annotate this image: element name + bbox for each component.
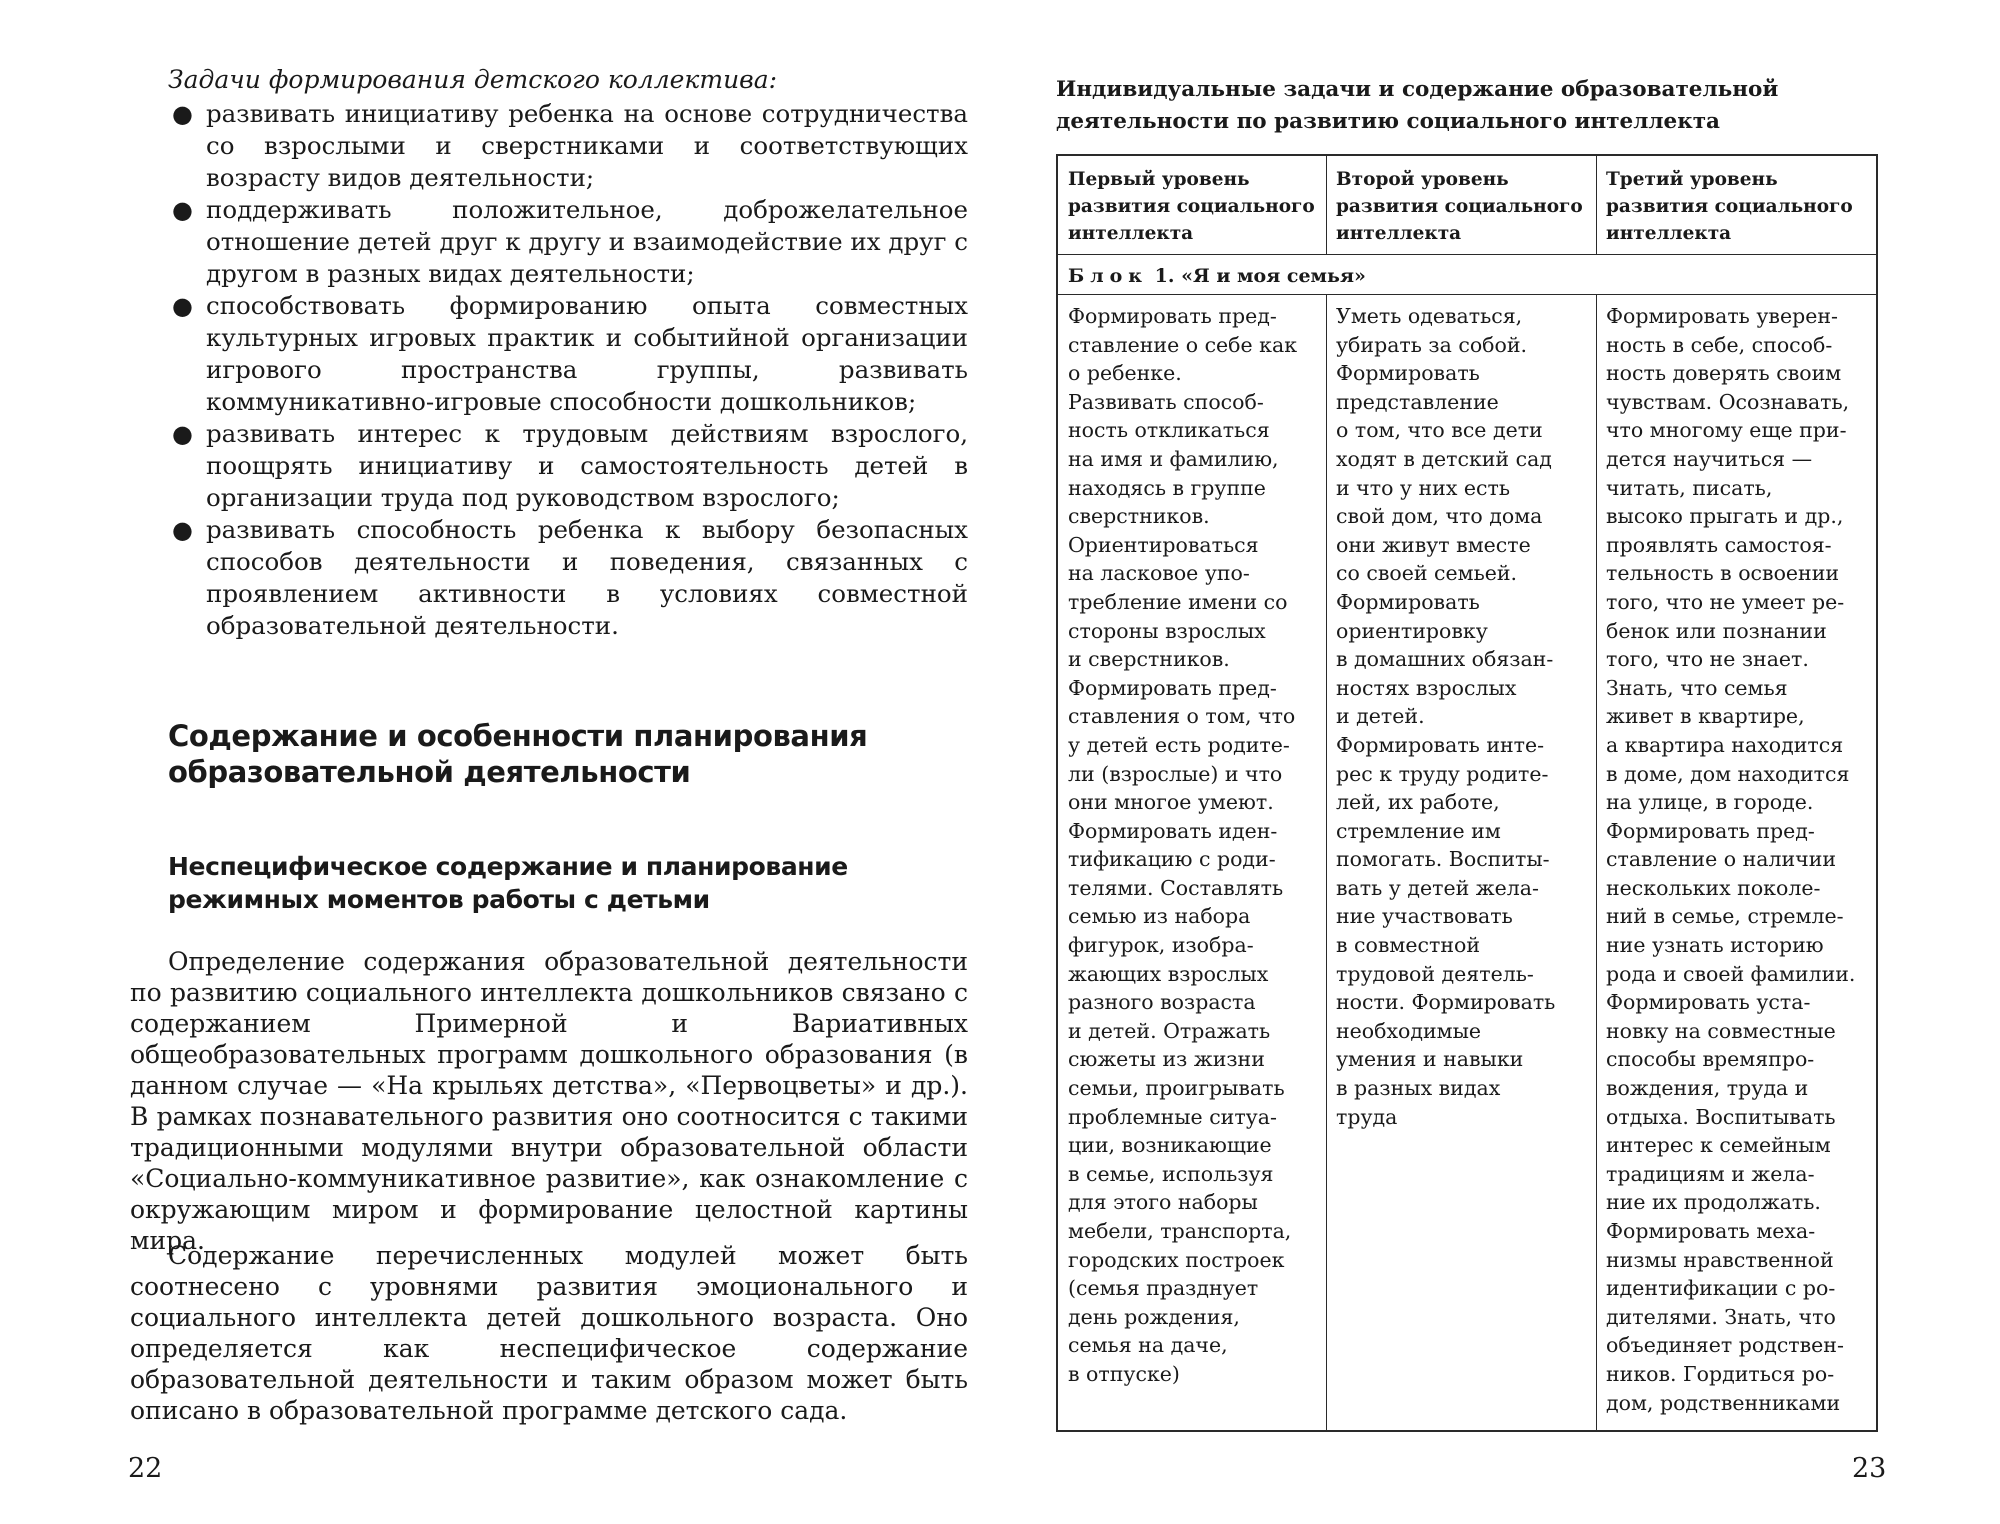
list-item-text: поддерживать положительное, доброжелательное отношение детей друг к другу и взаимодействие их друг с другом в разных видах деятельности;: [206, 195, 968, 288]
table-header-level-2: Второй уровень развития социального интеллекта: [1336, 169, 1583, 244]
section-heading: Содержание и особенности планирования образовательной деятельности: [168, 719, 868, 789]
table-col-divider: [1596, 156, 1597, 254]
list-item-text: развивать способность ребенка к выбору безопасных способов деятельности и поведения, связанных с проявлением активности в условиях совместной образовательной деятельности.: [206, 515, 968, 640]
body-paragraph-1: Определение содержания образовательной деятельности по развитию социального интеллекта дошкольников связано с содержанием Примерной и Вариативных общеобразовательных программ дошкольного образования (в данном случае — «На крыльях детства», «Первоцветы» и др.). В рамках познавательного развития оно соотносится с такими традиционными модулями внутри образовательной области «Социально-коммуникативное развитие», как ознакомление с окружающим миром и формирование целостной картины мира.: [130, 947, 968, 1255]
tasks-list: [168, 98, 968, 642]
table-cell-level-2: Уметь одеваться, убирать за собой. Формировать представление о том, что все дети ходят в детский сад и что у них есть свой дом, что дома они живут вместе со своей семьей. Формировать ориентировку в домашних обязан- ностях взрослых и детей. Формировать инте- рес к труду родите- лей, их работе, стремление им помогать. Воспиты- вать у детей жела- ние участвовать в совместной трудовой деятель- ности. Формировать необходимые умения и навыки в разных видах труда: [1336, 304, 1556, 1129]
collective-tasks-lead: Задачи формирования детского коллектива:: [168, 65, 778, 94]
table-row-divider: [1058, 254, 1876, 255]
list-item: [168, 290, 968, 418]
table-title: Индивидуальные задачи и содержание образовательной деятельности по развитию социального интеллекта: [1056, 77, 1779, 134]
table-header-level-1: Первый уровень развития социального интеллекта: [1068, 169, 1315, 244]
body-paragraph-2: Содержание перечисленных модулей может быть соотнесено с уровнями развития эмоционального и социального интеллекта детей дошкольного возраста. Оно определяется как неспецифическое содержание образовательной деятельности и таким образом может быть описано в образовательной программе детского сада.: [130, 1241, 968, 1425]
block-prefix: Блок: [1068, 265, 1149, 287]
list-item: [168, 98, 968, 194]
bullet-icon: ●: [172, 516, 193, 544]
list-item: [168, 514, 968, 642]
list-item: [168, 418, 968, 514]
bullet-icon: ●: [172, 292, 193, 320]
list-item-text: способствовать формированию опыта совместных культурных игровых практик и событийной организации игрового пространства группы, развивать коммуникативно-игровые способности дошкольников;: [206, 291, 968, 416]
page-number-left: 22: [128, 1453, 163, 1484]
table-col-divider: [1326, 294, 1327, 1430]
page-number-right: 23: [1852, 1453, 1887, 1484]
list-item-text: развивать инициативу ребенка на основе сотрудничества со взрослыми и сверстниками и соответствующих возрасту видов деятельности;: [206, 99, 968, 192]
block-title: 1. «Я и моя семья»: [1154, 265, 1366, 287]
bullet-icon: ●: [172, 196, 193, 224]
table-col-divider: [1596, 294, 1597, 1430]
list-item-text: развивать интерес к трудовым действиям взрослого, поощрять инициативу и самостоятельность детей в организации труда под руководством взрослого;: [206, 419, 968, 512]
table-header-level-3: Третий уровень развития социального интеллекта: [1606, 169, 1853, 244]
table-cell-level-1: Формировать пред- ставление о себе как о ребенке. Развивать способ- ность откликаться на имя и фамилию, находясь в группе сверстников. Ориентироваться на ласковое упо- требление имени со стороны взрослых и сверстников. Формировать пред- ставления о том, что у детей есть родите- ли (взрослые) и что они многое умеют. Формировать иден- тификацию с роди- телями. Составлять семью из набора фигурок, изобра- жающих взрослых разного возраста и детей. Отражать сюжеты из жизни семьи, проигрывать проблемные ситуа- ции, возникающие в семье, используя для этого наборы мебели, транспорта, городских построек (семья празднует день рождения, семья на даче, в отпуске): [1068, 304, 1298, 1386]
list-item: [168, 194, 968, 290]
bullet-icon: ●: [172, 100, 193, 128]
levels-table: [1056, 154, 1878, 1432]
block-label: [1068, 262, 1366, 290]
table-cell-level-3: Формировать уверен- ность в себе, способ- ность доверять своим чувствам. Осознавать, что многому еще при- дется научиться — читать, писать, высоко прыгать и др., проявлять самостоя- тельность в освоении того, что не умеет ре- бенок или познании того, что не знает. Знать, что семья живет в квартире, а квартира находится в доме, дом находится на улице, в городе. Формировать пред- ставление о наличии нескольких поколе- ний в семье, стремле- ние узнать историю рода и своей фамилии. Формировать уста- новку на совместные способы времяпро- вождения, труда и отдыха. Воспитывать интерес к семейным традициям и жела- ние их продолжать. Формировать меха- низмы нравственной идентификации с ро- дителями. Знать, что объединяет родствен- ников. Гордиться ро- дом, родственниками: [1606, 304, 1856, 1415]
bullet-icon: ●: [172, 420, 193, 448]
table-row-divider: [1058, 294, 1876, 295]
subsection-heading: Неспецифическое содержание и планирование режимных моментов работы с детьми: [168, 852, 848, 914]
table-col-divider: [1326, 156, 1327, 254]
